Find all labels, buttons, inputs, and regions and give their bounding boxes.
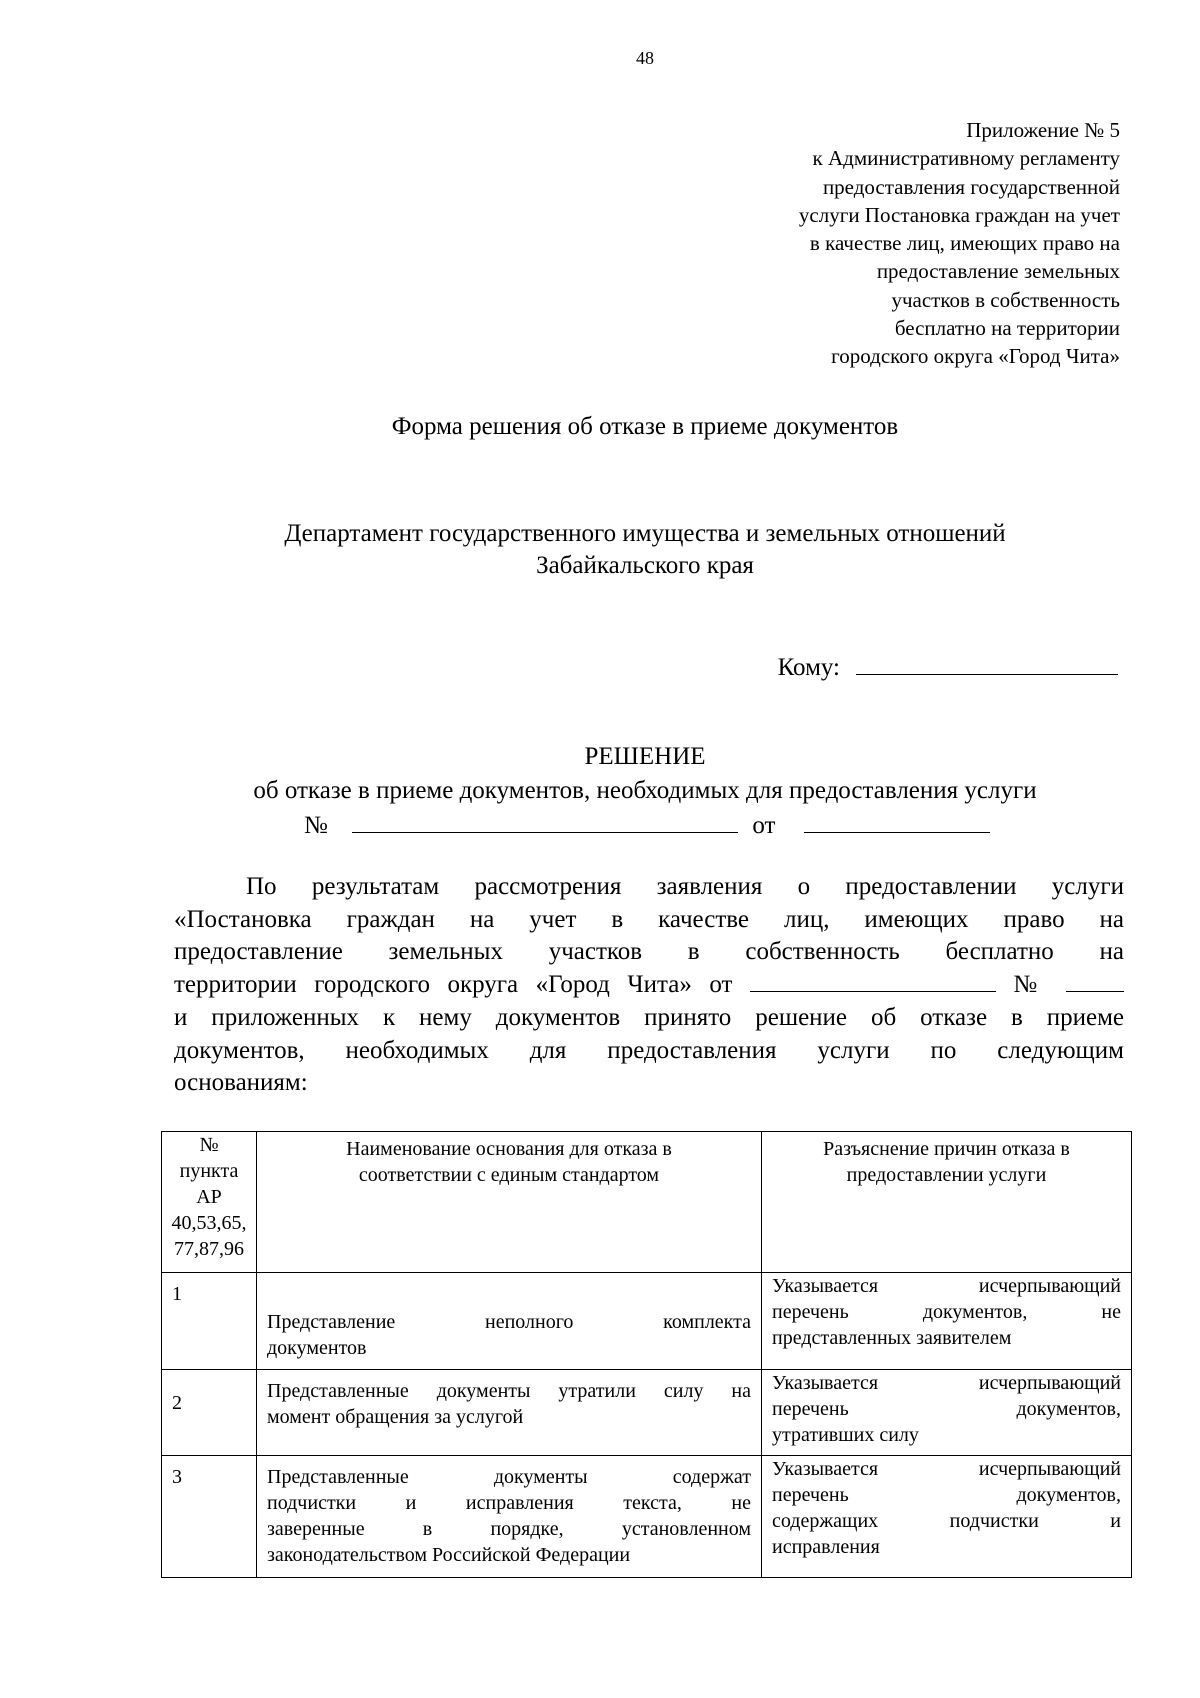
department-line: Забайкальского края	[536, 552, 754, 579]
refusal-grounds-table	[161, 1131, 1132, 1578]
table-header-row	[162, 1132, 1132, 1273]
table-row	[162, 1370, 1132, 1456]
recipient-blank[interactable]	[856, 652, 1118, 675]
row-explanation	[762, 1273, 1132, 1370]
body-number-sign: №	[1013, 971, 1049, 999]
cell-line: перечень документов,	[772, 1484, 1121, 1506]
appendix-line: в качестве лиц, имеющих право на	[809, 231, 1120, 256]
header-cell-number	[162, 1132, 257, 1273]
body-line: предоставление земельных участков в собственность бесплатно на	[174, 938, 1124, 966]
cell-line: законодательством Российской Федерации	[267, 1544, 631, 1566]
cell-line: утративших силу	[772, 1424, 919, 1446]
department-line: Департамент государственного имущества и земельных отношений	[284, 520, 1006, 547]
body-line-with-blanks	[174, 969, 1124, 1002]
header-text: 77,87,96	[174, 1238, 244, 1260]
appendix-line: услуги Постановка граждан на учет	[798, 202, 1120, 227]
cell-line: Указывается исчерпывающий	[772, 1275, 1121, 1297]
row-number: 2	[162, 1370, 257, 1456]
number-sign: №	[304, 812, 328, 839]
recipient-label: Кому:	[777, 654, 840, 681]
cell-line: Указывается исчерпывающий	[772, 1458, 1121, 1480]
appendix-line: городского округа «Город Чита»	[831, 344, 1120, 369]
row-explanation	[762, 1370, 1132, 1456]
cell-line: исправления	[772, 1536, 880, 1558]
appendix-note	[620, 116, 1120, 371]
header-text: пункта	[179, 1160, 239, 1182]
recipient-field	[778, 652, 1118, 682]
from-label: от	[752, 812, 776, 839]
decision-number-blank[interactable]	[352, 810, 738, 833]
body-line: документов, необходимых для предоставления услуги по следующим	[174, 1036, 1124, 1064]
header-text: №	[199, 1134, 219, 1156]
decision-title: РЕШЕНИЕ	[584, 743, 706, 770]
row-number: 1	[162, 1273, 257, 1370]
cell-line: Представленные документы утратили силу на	[267, 1380, 751, 1402]
row-explanation	[762, 1456, 1132, 1578]
appendix-line: к Административному регламенту	[812, 146, 1120, 171]
cell-line: подчистки и исправления текста, не	[267, 1492, 751, 1514]
row-ground	[257, 1456, 762, 1578]
appendix-line: предоставление земельных	[876, 259, 1120, 284]
decision-body	[174, 871, 1124, 1100]
cell-line: перечень документов,	[772, 1398, 1121, 1420]
decision-subtitle: об отказе в приеме документов, необходимых для предоставления услуги	[253, 777, 1037, 804]
table-row	[162, 1273, 1132, 1370]
application-number-blank[interactable]	[1066, 969, 1124, 992]
appendix-line: предоставления государственной	[822, 174, 1120, 199]
header-text: АР	[196, 1186, 222, 1208]
body-line: По результатам рассмотрения заявления о предоставлении услуги	[246, 873, 1124, 900]
row-ground	[257, 1273, 762, 1370]
body-line: и приложенных к нему документов принято решение об отказе в приеме	[174, 1003, 1124, 1031]
appendix-line: бесплатно на территории	[894, 316, 1120, 341]
appendix-line: Приложение № 5	[966, 118, 1120, 142]
cell-line: Указывается исчерпывающий	[772, 1372, 1121, 1394]
department-name	[0, 518, 1200, 582]
cell-line: содержащих подчистки и	[772, 1510, 1121, 1532]
application-date-blank[interactable]	[750, 969, 996, 992]
cell-line: Представленные документы содержат	[267, 1466, 751, 1488]
header-text: Разъяснение причин отказа в	[823, 1138, 1070, 1160]
form-title: Форма решения об отказе в приеме документов	[391, 413, 899, 440]
header-text: соответствии с единым стандартом	[358, 1164, 660, 1186]
decision-date-blank[interactable]	[804, 810, 990, 833]
header-text: предоставлении услуги	[846, 1164, 1047, 1186]
decision-number-line	[304, 810, 990, 840]
cell-line: документов	[267, 1337, 367, 1359]
header-text: 40,53,65,	[171, 1212, 247, 1234]
header-cell-explanation	[762, 1132, 1132, 1273]
cell-line: момент обращения за услугой	[267, 1406, 524, 1428]
cell-line: представленных заявителем	[772, 1327, 1012, 1349]
header-cell-ground	[257, 1132, 762, 1273]
table-row	[162, 1456, 1132, 1578]
cell-line: перечень документов, не	[772, 1301, 1121, 1323]
body-line: «Постановка граждан на учет в качестве лиц, имеющих право на	[174, 905, 1124, 933]
cell-line: заверенные в порядке, установленном	[267, 1518, 751, 1540]
row-number: 3	[162, 1456, 257, 1578]
cell-line: Представление неполного комплекта	[267, 1311, 751, 1333]
header-text: Наименование основания для отказа в	[346, 1138, 672, 1160]
row-ground	[257, 1370, 762, 1456]
body-line-prefix: территории городского округа «Город Чита» от	[174, 971, 733, 999]
appendix-line: участков в собственность	[891, 287, 1120, 312]
page-number: 48	[636, 48, 654, 68]
body-line: основаниям:	[174, 1069, 308, 1097]
